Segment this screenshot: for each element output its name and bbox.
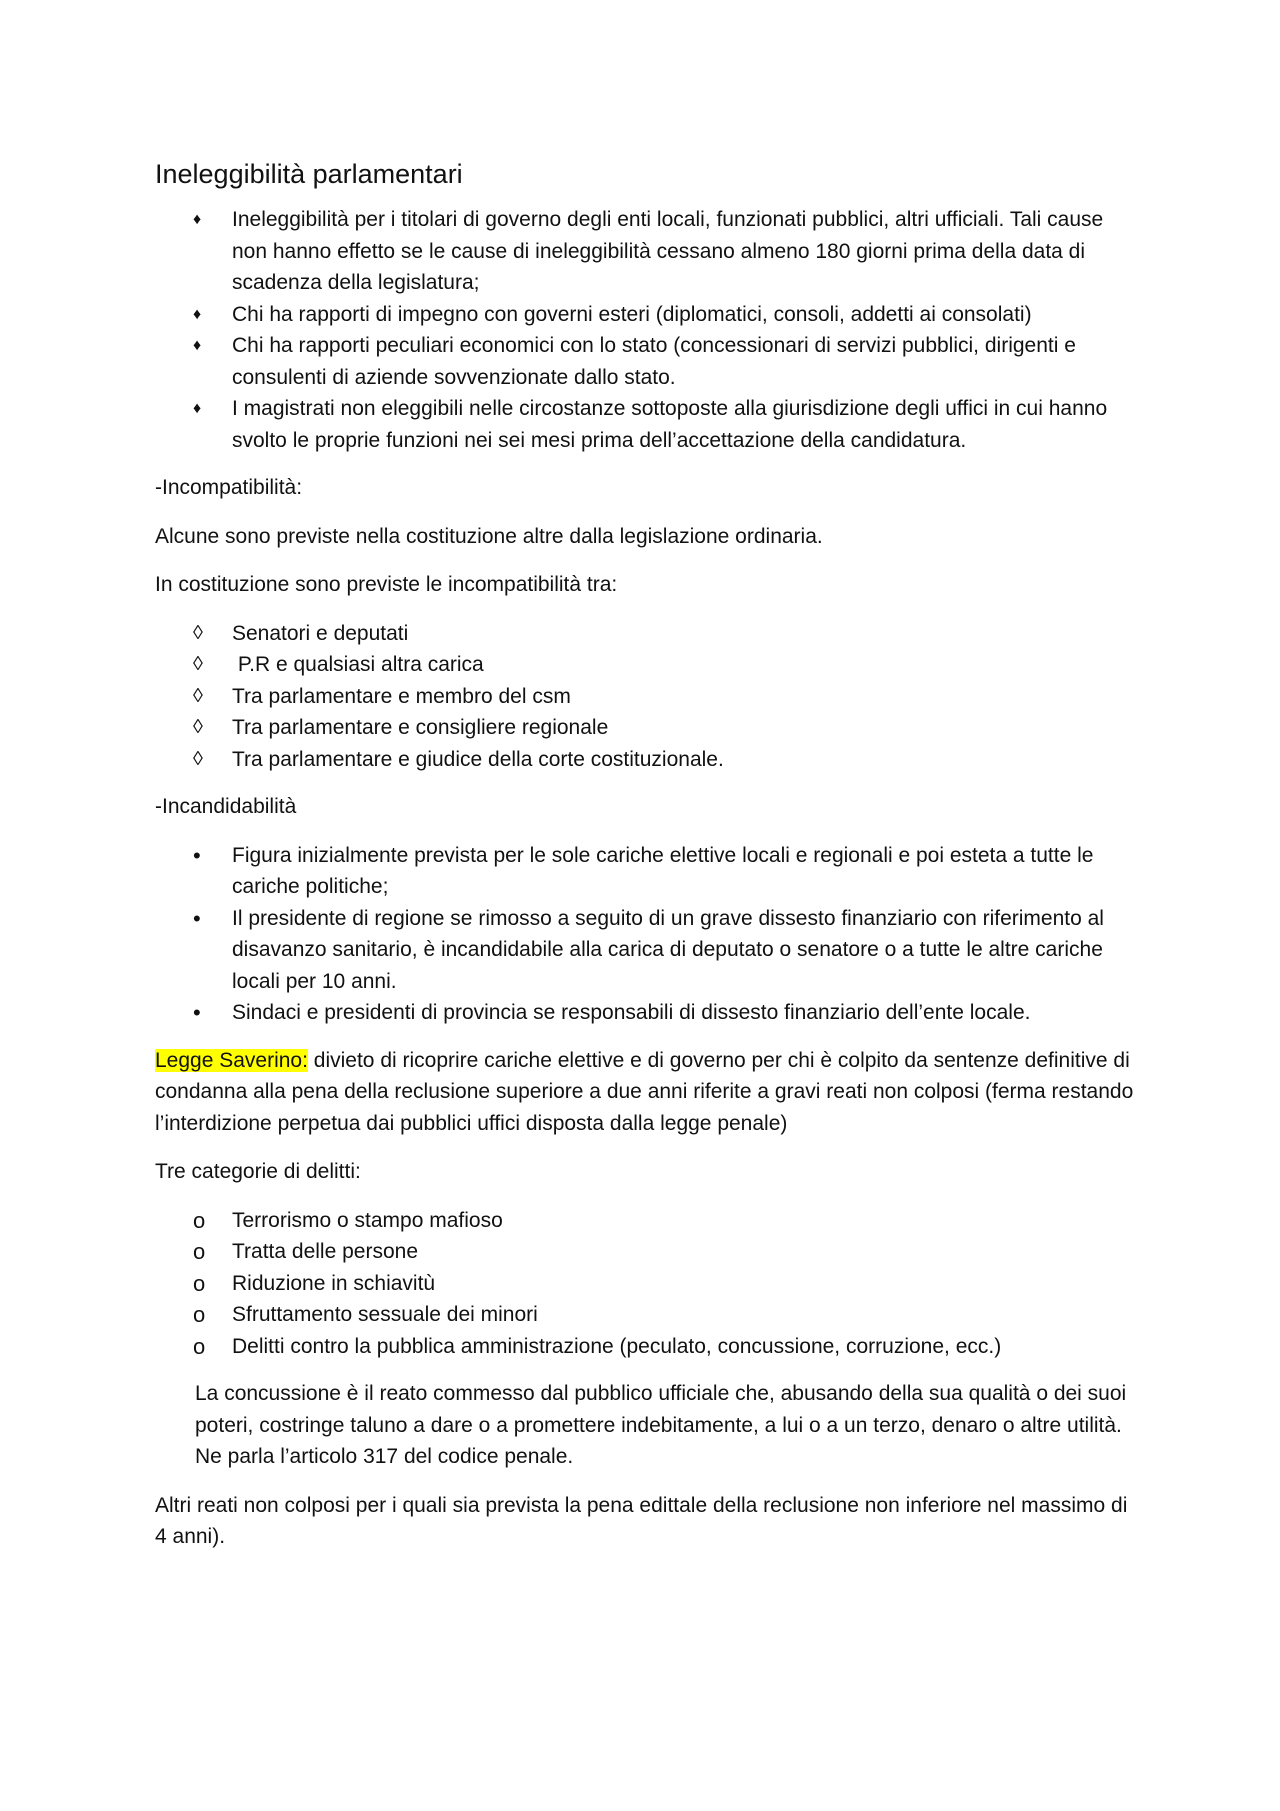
incandidabilita-list (155, 840, 1135, 1029)
list-item-text: Tra parlamentare e consigliere regionale (232, 716, 609, 739)
diamond-outline-bullet-icon: ◊ (193, 716, 203, 738)
incandidabilita-heading: -Incandidabilità (155, 795, 297, 818)
incompatibilita-intro: Alcune sono previste nella costituzione altre dalla legislazione ordinaria. (155, 524, 823, 548)
concussione-note: La concussione è il reato commesso dal pubblico ufficiale che, abusando della sua qualità o dei suoi poteri, costringe taluno a dare o a promettere indebitamente, a lui o a un terzo, denaro o altre utilità. Ne parla l’articolo 317 del codice penale. (195, 1382, 1127, 1468)
diamond-outline-bullet-icon: ◊ (193, 653, 203, 675)
dot-bullet-icon: • (193, 905, 201, 931)
list-item (155, 1331, 1135, 1363)
list-item-text: Sindaci e presidenti di provincia se responsabili di dissesto finanziario dell’ente locale. (232, 1001, 1031, 1024)
legge-saverino-text: divieto di ricoprire cariche elettive e di governo per chi è colpito da sentenze definitive di condanna alla pena della reclusione superiore a due anni riferite a gravi reati non colposi (ferma restando l’interdizione perpetua dai pubblici uffici disposta dalla legge penale) (155, 1048, 1134, 1135)
list-item (155, 299, 1135, 331)
list-item-text: I magistrati non eleggibili nelle circostanze sottoposte alla giurisdizione degli uffici in cui hanno svolto le proprie funzioni nei sei mesi prima dell’accettazione della candidatura. (232, 397, 1108, 452)
list-item (155, 618, 1135, 650)
circle-bullet-icon: o (193, 1239, 206, 1264)
list-item-text: Sfruttamento sessuale dei minori (232, 1303, 538, 1326)
list-item (155, 1268, 1135, 1300)
page-title: Ineleggibilità parlamentari (155, 159, 463, 189)
incompatibilita-list (155, 618, 1135, 776)
diamond-bullet-icon: ♦ (193, 211, 202, 228)
list-item-text: Tra parlamentare e giudice della corte costituzionale. (232, 747, 724, 771)
list-item (155, 903, 1135, 998)
incompatibilita-heading: -Incompatibilità: (155, 476, 303, 499)
list-item (155, 681, 1135, 713)
list-item (155, 1236, 1135, 1268)
list-item-text: Tra parlamentare e membro del csm (232, 684, 571, 708)
dot-bullet-icon: • (193, 842, 201, 868)
ineleggibilita-list (155, 204, 1135, 456)
list-item-text: Chi ha rapporti peculiari economici con lo stato (concessionari di servizi pubblici, dirigenti e consulenti di aziende sovvenzionate dallo stato. (232, 334, 1076, 389)
circle-bullet-icon: o (193, 1270, 206, 1296)
list-item-text: Il presidente di regione se rimosso a seguito di un grave dissesto finanziario con riferimento al disavanzo sanitario, è incandidabile alla carica di deputato o senatore o a tutte le altre cariche locali per 10 anni. (232, 906, 1104, 993)
diamond-bullet-icon: ♦ (193, 400, 202, 417)
list-item-text: Chi ha rapporti di impegno con governi esteri (diplomatici, consoli, addetti ai consolati) (232, 302, 1032, 326)
list-item-text: Senatori e deputati (232, 621, 409, 645)
dot-bullet-icon: • (193, 1000, 201, 1025)
list-item (155, 712, 1135, 744)
list-item (155, 393, 1135, 456)
document-body (155, 156, 1135, 1570)
diamond-bullet-icon: ♦ (193, 305, 202, 323)
diamond-outline-bullet-icon: ◊ (193, 747, 203, 770)
closing-paragraph: Altri reati non colposi per i quali sia prevista la pena edittale della reclusione non inferiore nel massimo di 4 anni). (155, 1493, 1128, 1548)
delitti-list (155, 1205, 1135, 1363)
legge-saverino-paragraph (155, 1045, 1135, 1140)
incompatibilita-lead: In costituzione sono previste le incompatibilità tra: (155, 573, 618, 596)
list-item (155, 1299, 1135, 1331)
diamond-outline-bullet-icon: ◊ (193, 684, 203, 707)
list-item (155, 649, 1135, 681)
list-item (155, 840, 1135, 903)
list-item-text: Delitti contro la pubblica amministrazione (peculato, concussione, corruzione, ecc.) (232, 1334, 1002, 1358)
list-item-text: Riduzione in schiavitù (232, 1271, 436, 1295)
circle-bullet-icon: o (193, 1333, 206, 1359)
list-item (155, 204, 1135, 299)
delitti-heading: Tre categorie di delitti: (155, 1160, 361, 1183)
list-item-text: Terrorismo o stampo mafioso (232, 1208, 503, 1232)
diamond-bullet-icon: ♦ (193, 337, 202, 354)
list-item-text: Ineleggibilità per i titolari di governo degli enti locali, funzionati pubblici, altri ufficiali. Tali cause non hanno effetto se le cause di ineleggibilità cessano almeno 180 giorni prima della data di scadenza della legislatura; (232, 208, 1104, 294)
list-item (155, 330, 1135, 393)
list-item (155, 1205, 1135, 1237)
list-item-text: Figura inizialmente prevista per le sole cariche elettive locali e regionali e poi esteta a tutte le cariche politiche; (232, 843, 1094, 898)
circle-bullet-icon: o (193, 1302, 206, 1327)
diamond-outline-bullet-icon: ◊ (193, 621, 203, 644)
legge-saverino-label: Legge Saverino: (155, 1048, 308, 1072)
circle-bullet-icon: o (193, 1207, 206, 1233)
list-item (155, 997, 1135, 1029)
list-item (155, 744, 1135, 776)
list-item-text: P.R e qualsiasi altra carica (232, 653, 484, 676)
list-item-text: Tratta delle persone (232, 1240, 418, 1263)
